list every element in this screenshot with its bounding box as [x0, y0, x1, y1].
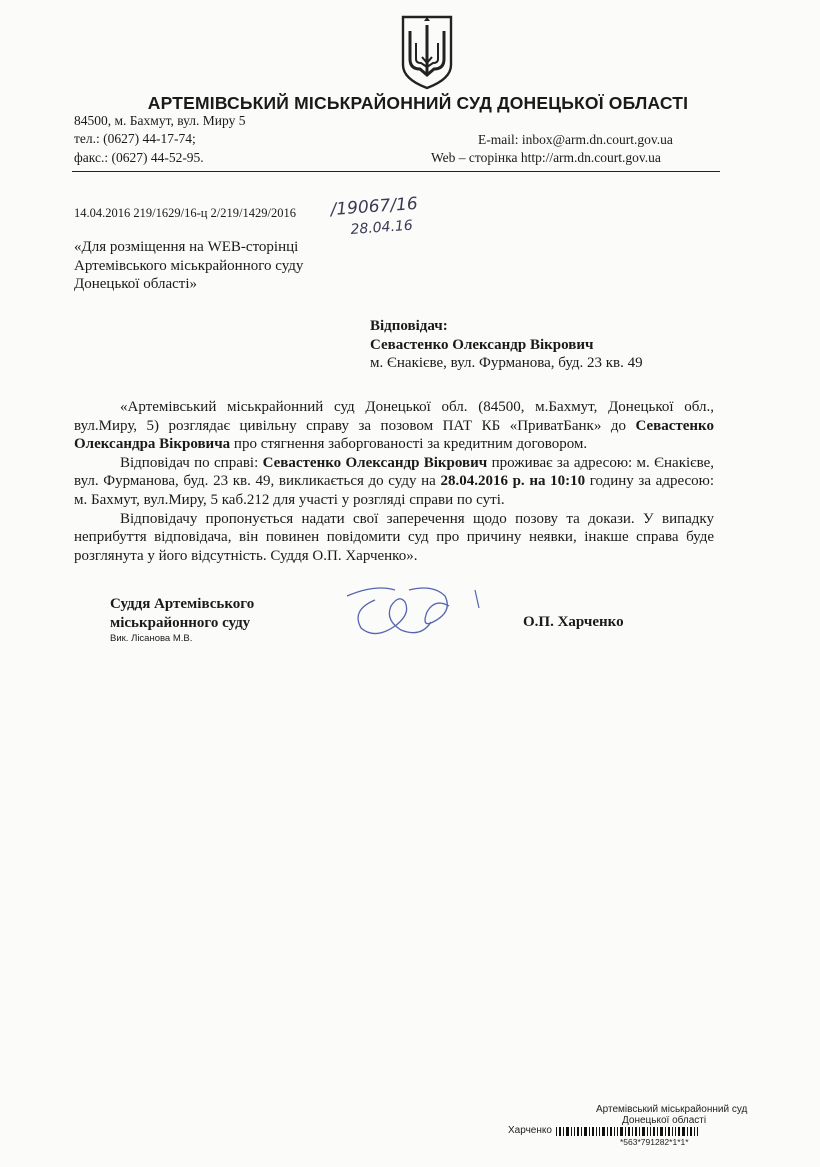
- signature-title-line: Суддя Артемівського: [110, 596, 255, 612]
- defendant-name-bold: Севастенко Олександр Вікрович: [262, 454, 488, 471]
- stamp-name: Харченко: [508, 1125, 552, 1136]
- stamp-court-line: Артемівський міськрайонний суд: [596, 1104, 748, 1115]
- court-fax: факс.: (0627) 44-52-95.: [74, 150, 204, 165]
- publication-note-line: Артемівського міськрайонного суду: [74, 257, 304, 274]
- body-paragraph-3: Відповідачу пропонується надати свої заперечення щодо позову та докази. У випадку неприбуття відповідача, він повинен повідомити суд про причину неявки, інакше справа буде розглянута у його відсутність. Суддя О.П. Харченко».: [74, 510, 714, 564]
- handwritten-reg-date: 28.04.16: [350, 217, 414, 238]
- stamp-court-line: Донецької області: [622, 1115, 707, 1126]
- body-paragraph-2: [74, 454, 714, 510]
- summons-body: [74, 398, 714, 565]
- defendant-name-bold: Севастенко Олександра Вікровича: [74, 417, 714, 453]
- court-name: АРТЕМІВСЬКИЙ МІСЬКРАЙОННИЙ СУД ДОНЕЦЬКОЇ ОБЛАСТІ: [147, 93, 689, 113]
- executor-note: Вик. Лісанова М.В.: [110, 633, 193, 644]
- body-text: про стягнення заборгованості за кредитним договором.: [230, 436, 588, 453]
- addressee-block: [370, 317, 643, 373]
- body-text: Відповідач по справі:: [120, 454, 263, 471]
- stamp-code: *563*791282*1*1*: [620, 1137, 689, 1147]
- handwritten-reg-number: /19067/16: [330, 193, 419, 220]
- court-address: 84500, м. Бахмут, вул. Миру 5: [74, 113, 246, 128]
- addressee-name: Севастенко Олександр Вікрович: [370, 336, 594, 353]
- judge-name: О.П. Харченко: [523, 614, 624, 630]
- addressee-label: Відповідач:: [370, 318, 448, 334]
- court-email: E-mail: inbox@arm.dn.court.gov.ua: [478, 132, 673, 147]
- publication-note: [74, 238, 303, 294]
- body-text: проживає за адресою: м. Єнакієве, вул. Фурманова, буд. 23 кв. 49, викликається до суду на: [74, 454, 714, 490]
- handwritten-signature-icon: [335, 582, 505, 644]
- court-phone: тел.: (0627) 44-17-74;: [74, 131, 196, 146]
- hearing-date-bold: 28.04.2016 р. на 10:10: [440, 473, 586, 490]
- coat-of-arms-icon: [398, 13, 456, 91]
- court-website: Web – сторінка http://arm.dn.court.gov.ua: [431, 150, 661, 165]
- header-divider: [72, 171, 720, 172]
- publication-note-line: «Для розміщення на WEB-сторінці: [74, 239, 299, 255]
- signature-title: [110, 595, 254, 632]
- body-text: «Артемівський міськрайонний суд Донецької обл. (84500, м.Бахмут, Донецької обл., вул.Миру, 5) розглядає цивільну справу за позовом ПАТ КБ «ПриватБанк» до: [74, 399, 714, 434]
- body-paragraph-1: [74, 398, 714, 454]
- publication-note-line: Донецької області»: [74, 276, 198, 292]
- barcode: [556, 1127, 698, 1136]
- signature-title-line: міськрайонного суду: [110, 614, 251, 631]
- body-text: годину за адресою: м. Бахмут, вул.Миру, 5 каб.212 для участі у розгляді справи по суті.: [74, 473, 715, 508]
- reference-line: 14.04.2016 219/1629/16-ц 2/219/1429/2016: [74, 206, 296, 220]
- addressee-address: м. Єнакієве, вул. Фурманова, буд. 23 кв. 49: [370, 355, 643, 371]
